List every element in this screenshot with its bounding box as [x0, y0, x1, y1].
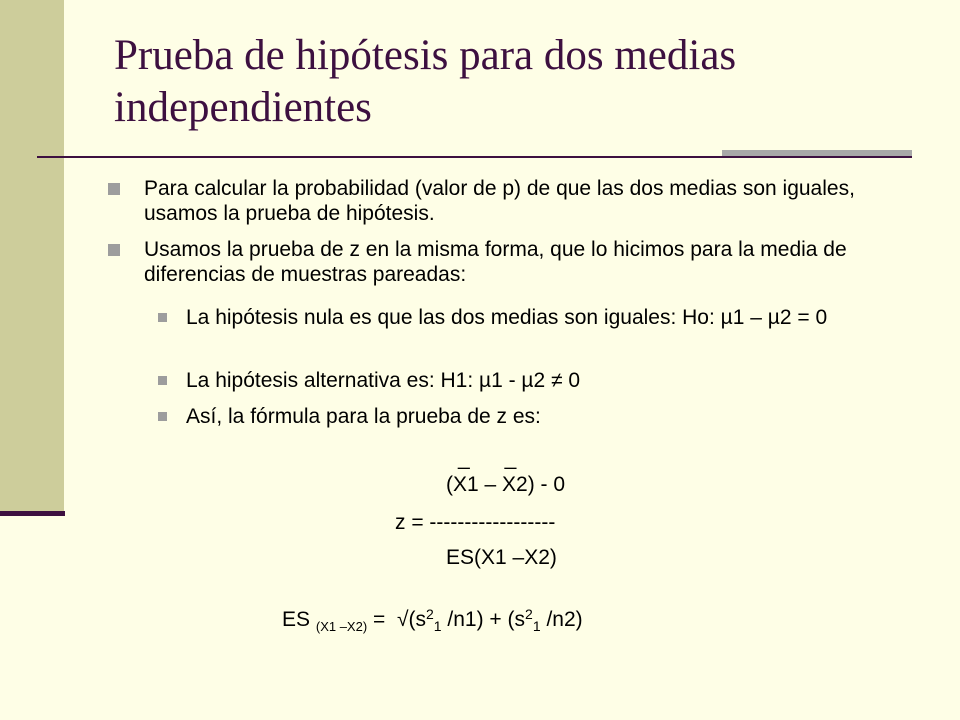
es-label: ES	[282, 608, 311, 631]
square-bullet-icon	[108, 183, 120, 195]
term2-subscript: 1	[532, 618, 541, 634]
term2-rest: /n2)	[540, 608, 583, 631]
bullet-text: Usamos la prueba de z en la misma forma, que lo hicimos para la media de diferencias de muestras pareadas:	[144, 238, 847, 286]
bullet-text: Para calcular la probabilidad (valor de p) de que las dos medias son iguales, usamos la prueba de hipótesis.	[144, 177, 855, 225]
es-subscript: (X1 –X2)	[315, 619, 368, 634]
sub-bullet-item-3	[186, 404, 886, 429]
term1-rest: /n1) + (s	[441, 608, 526, 631]
bullet-item-2	[144, 237, 904, 287]
square-bullet-icon	[158, 376, 167, 385]
sqrt-symbol: √	[396, 608, 409, 631]
bullet-item-1	[144, 176, 904, 226]
left-decorative-bar	[0, 0, 64, 512]
es-equals: =	[367, 608, 397, 631]
left-bar-rule	[0, 511, 65, 516]
formula-overbars: _ _	[458, 447, 517, 470]
term1-superscript: 2	[425, 606, 434, 622]
term1-subscript: 1	[433, 618, 442, 634]
formula-fraction-line: z = ------------------	[395, 511, 556, 534]
term2-superscript: 2	[525, 606, 533, 622]
sub-bullet-text: Así, la fórmula para la prueba de z es:	[186, 405, 541, 428]
square-bullet-icon	[158, 412, 167, 421]
slide-title: Prueba de hipótesis para dos medias independientes	[114, 32, 737, 131]
formula-denominator: ES(X1 –X2)	[446, 546, 557, 569]
square-bullet-icon	[108, 244, 120, 256]
term1-open: (s	[408, 608, 426, 631]
standard-error-formula	[282, 607, 583, 634]
sub-bullet-text: La hipótesis alternativa es: H1: µ1 - µ2 ≠ 0	[186, 369, 581, 392]
sub-bullet-item-1	[186, 305, 886, 330]
square-bullet-icon	[158, 313, 167, 322]
title-rule	[37, 156, 912, 158]
formula-numerator: (X1 – X2) - 0	[446, 473, 566, 496]
sub-bullet-item-2	[186, 368, 886, 393]
sub-bullet-text: La hipótesis nula es que las dos medias son iguales: Ho: µ1 – µ2 = 0	[186, 306, 828, 329]
